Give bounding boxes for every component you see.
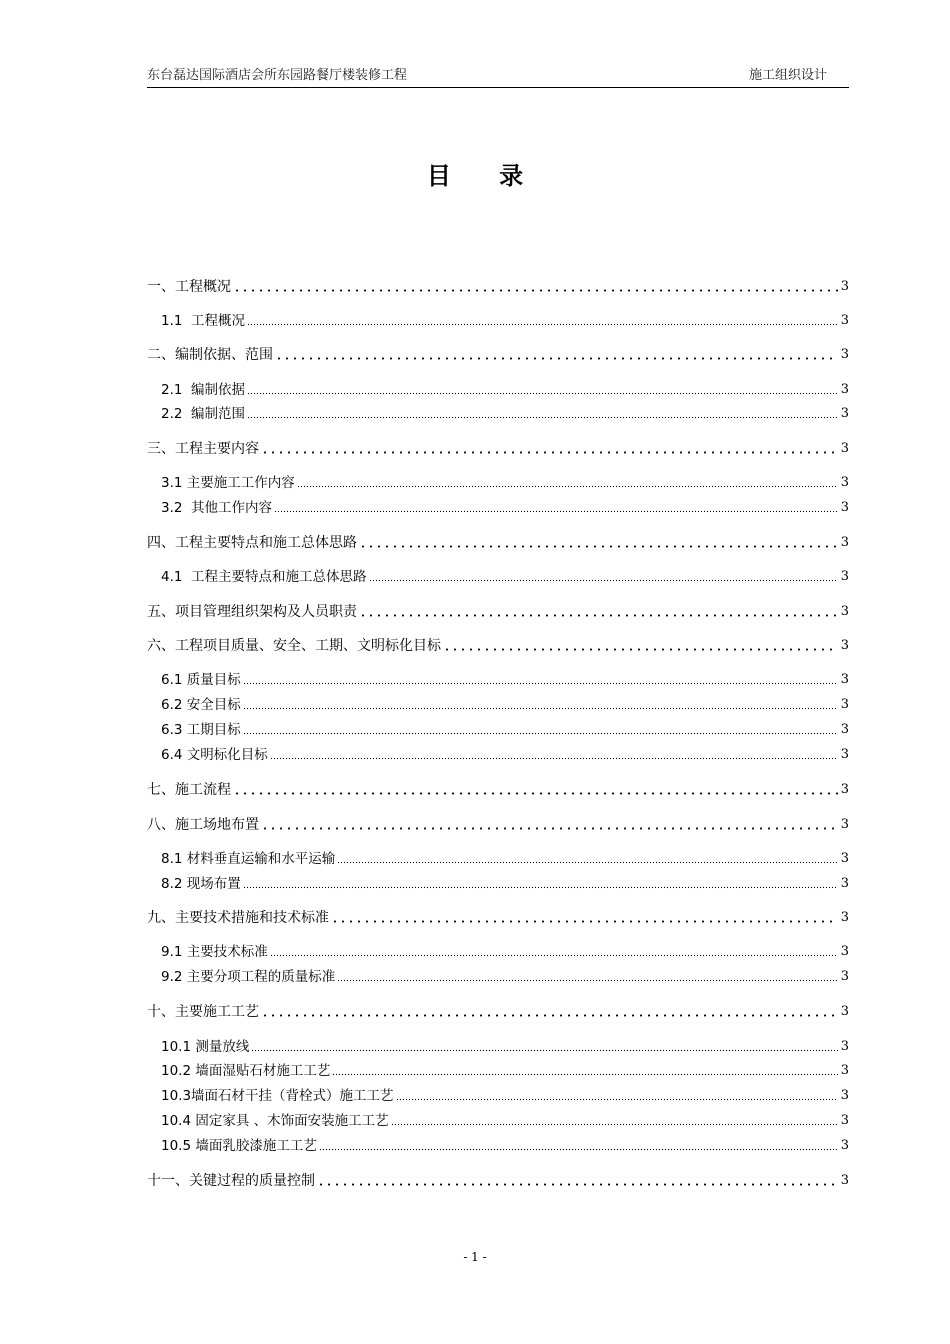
toc-entry-title: 十一、关键过程的质量控制 — [147, 1173, 315, 1189]
toc-entry-title: 2.2 编制范围 — [161, 406, 246, 422]
toc-page-number: 3 — [840, 347, 849, 362]
toc-entry-title: 8.1 材料垂直运输和水平运输 — [161, 851, 336, 867]
toc-entry-title: 一、工程概况 — [147, 279, 231, 295]
toc-section-entry[interactable] — [161, 744, 849, 764]
toc-dot-leader — [319, 1148, 838, 1151]
toc-dot-leader — [270, 757, 838, 760]
toc-page-number: 3 — [840, 406, 849, 421]
toc-page-number: 3 — [840, 1088, 849, 1103]
toc-dot-leader — [243, 886, 838, 889]
toc-chapter-entry[interactable] — [147, 601, 849, 621]
toc-entry-title: 9.2 主要分项工程的质量标准 — [161, 969, 336, 985]
toc-chapter-entry[interactable] — [147, 1001, 849, 1021]
toc-dot-leader — [261, 827, 838, 830]
toc-entry-title: 1.1 工程概况 — [161, 313, 246, 329]
toc-entry-title: 6.4 文明标化目标 — [161, 747, 268, 763]
toc-entry-title: 九、主要技术措施和技术标准 — [147, 910, 329, 926]
toc-chapter-entry[interactable] — [147, 907, 849, 927]
toc-page-number: 3 — [840, 851, 849, 866]
toc-dot-leader — [247, 416, 838, 419]
toc-section-entry[interactable] — [161, 669, 849, 689]
toc-dot-leader — [275, 357, 838, 360]
toc-page-number: 3 — [840, 817, 849, 832]
toc-section-entry[interactable] — [161, 1110, 849, 1130]
toc-page-number: 3 — [840, 697, 849, 712]
toc-entry-title: 6.2 安全目标 — [161, 697, 241, 713]
toc-entry-title: 五、项目管理组织架构及人员职责 — [147, 604, 357, 620]
toc-entry-title: 六、工程项目质量、安全、工期、文明标化目标 — [147, 638, 441, 654]
toc-page-number: 3 — [840, 672, 849, 687]
page-header — [147, 68, 849, 88]
toc-dot-leader — [243, 707, 838, 710]
toc-page-number: 3 — [840, 1063, 849, 1078]
toc-page-number: 3 — [840, 441, 849, 456]
toc-page-number: 3 — [840, 475, 849, 490]
toc-chapter-entry[interactable] — [147, 635, 849, 655]
toc-entry-title: 10.2 墙面湿贴石材施工工艺 — [161, 1063, 331, 1079]
toc-page-number: 3 — [840, 910, 849, 925]
toc-page-number: 3 — [840, 313, 849, 328]
toc-section-entry[interactable] — [161, 941, 849, 961]
toc-section-entry[interactable] — [161, 694, 849, 714]
toc-dot-leader — [261, 1014, 838, 1017]
toc-section-entry[interactable] — [161, 1036, 849, 1056]
toc-dot-leader — [233, 792, 838, 795]
toc-dot-leader — [337, 979, 837, 982]
toc-dot-leader — [337, 861, 837, 864]
toc-page-number: 3 — [840, 500, 849, 515]
toc-page-number: 3 — [840, 279, 849, 294]
toc-chapter-entry[interactable] — [147, 276, 849, 296]
toc-entry-title: 二、编制依据、范围 — [147, 347, 273, 363]
toc-page-number: 3 — [840, 638, 849, 653]
toc-dot-leader — [391, 1123, 838, 1126]
toc-dot-leader — [261, 451, 838, 454]
toc-chapter-entry[interactable] — [147, 814, 849, 834]
toc-entry-title: 十、主要施工工艺 — [147, 1004, 259, 1020]
toc-entry-title: 10.4 固定家具 、木饰面安装施工工艺 — [161, 1113, 389, 1129]
header-document-type: 施工组织设计 — [748, 68, 827, 83]
toc-section-entry[interactable] — [161, 719, 849, 739]
toc-entry-title: 6.3 工期目标 — [161, 722, 241, 738]
toc-page-number: 3 — [840, 747, 849, 762]
toc-dot-leader — [243, 732, 838, 735]
toc-entry-title: 三、工程主要内容 — [147, 441, 259, 457]
toc-dot-leader — [274, 510, 838, 513]
toc-entry-title: 四、工程主要特点和施工总体思路 — [147, 535, 357, 551]
toc-section-entry[interactable] — [161, 310, 849, 330]
toc-section-entry[interactable] — [161, 848, 849, 868]
toc-entry-title: 10.1 测量放线 — [161, 1039, 250, 1055]
toc-section-entry[interactable] — [161, 1060, 849, 1080]
toc-section-entry[interactable] — [161, 472, 849, 492]
toc-entry-title: 七、施工流程 — [147, 782, 231, 798]
toc-section-entry[interactable] — [161, 379, 849, 399]
toc-dot-leader — [396, 1098, 838, 1101]
toc-dot-leader — [233, 289, 838, 292]
toc-page-number: 3 — [840, 876, 849, 891]
toc-dot-leader — [443, 648, 838, 651]
toc-entry-title: 3.1 主要施工工作内容 — [161, 475, 295, 491]
toc-page-number: 3 — [840, 1138, 849, 1153]
toc-page-number: 3 — [840, 382, 849, 397]
toc-entry-title: 6.1 质量目标 — [161, 672, 241, 688]
toc-entry-title: 3.2 其他工作内容 — [161, 500, 273, 516]
toc-page-number: 3 — [840, 1039, 849, 1054]
toc-page-number: 3 — [840, 1173, 849, 1188]
toc-dot-leader — [251, 1049, 837, 1052]
toc-page-number: 3 — [840, 569, 849, 584]
toc-entry-title: 八、施工场地布置 — [147, 817, 259, 833]
toc-section-entry[interactable] — [161, 873, 849, 893]
toc-chapter-entry[interactable] — [147, 344, 849, 364]
toc-dot-leader — [247, 392, 838, 395]
toc-entry-title: 9.1 主要技术标准 — [161, 944, 268, 960]
toc-entry-title: 4.1 工程主要特点和施工总体思路 — [161, 569, 367, 585]
toc-dot-leader — [247, 323, 838, 326]
toc-page-number: 3 — [840, 782, 849, 797]
toc-dot-leader — [243, 682, 838, 685]
toc-chapter-entry[interactable] — [147, 1170, 849, 1190]
toc-section-entry[interactable] — [161, 1135, 849, 1155]
toc-dot-leader — [332, 1073, 837, 1076]
toc-dot-leader — [317, 1183, 838, 1186]
toc-section-entry[interactable] — [161, 1085, 849, 1105]
toc-page-number: 3 — [840, 1004, 849, 1019]
toc-dot-leader — [331, 920, 838, 923]
toc-dot-leader — [359, 545, 838, 548]
toc-page-number: 3 — [840, 604, 849, 619]
toc-page-number: 3 — [840, 1113, 849, 1128]
toc-chapter-entry[interactable] — [147, 779, 849, 799]
toc-page-number: 3 — [840, 722, 849, 737]
toc-section-entry[interactable] — [161, 403, 849, 423]
toc-dot-leader — [297, 485, 838, 488]
header-project-name: 东台磊达国际酒店会所东园路餐厅楼装修工程 — [147, 68, 408, 83]
toc-entry-title: 10.5 墙面乳胶漆施工工艺 — [161, 1138, 317, 1154]
toc-section-entry[interactable] — [161, 966, 849, 986]
toc-section-entry[interactable] — [161, 566, 849, 586]
toc-page-number: 3 — [840, 944, 849, 959]
page-title: 目 录 — [426, 162, 544, 190]
toc-dot-leader — [359, 614, 838, 617]
toc-chapter-entry[interactable] — [147, 438, 849, 458]
toc-dot-leader — [369, 579, 838, 582]
toc-page-number: 3 — [840, 535, 849, 550]
toc-chapter-entry[interactable] — [147, 532, 849, 552]
toc-page-number: 3 — [840, 969, 849, 984]
page-number: - 1 - — [463, 1250, 487, 1264]
toc-section-entry[interactable] — [161, 497, 849, 517]
toc-entry-title: 8.2 现场布置 — [161, 876, 241, 892]
toc-entry-title: 2.1 编制依据 — [161, 382, 246, 398]
toc-entry-title: 10.3墙面石材干挂（背栓式）施工工艺 — [161, 1088, 394, 1104]
toc-dot-leader — [270, 954, 838, 957]
